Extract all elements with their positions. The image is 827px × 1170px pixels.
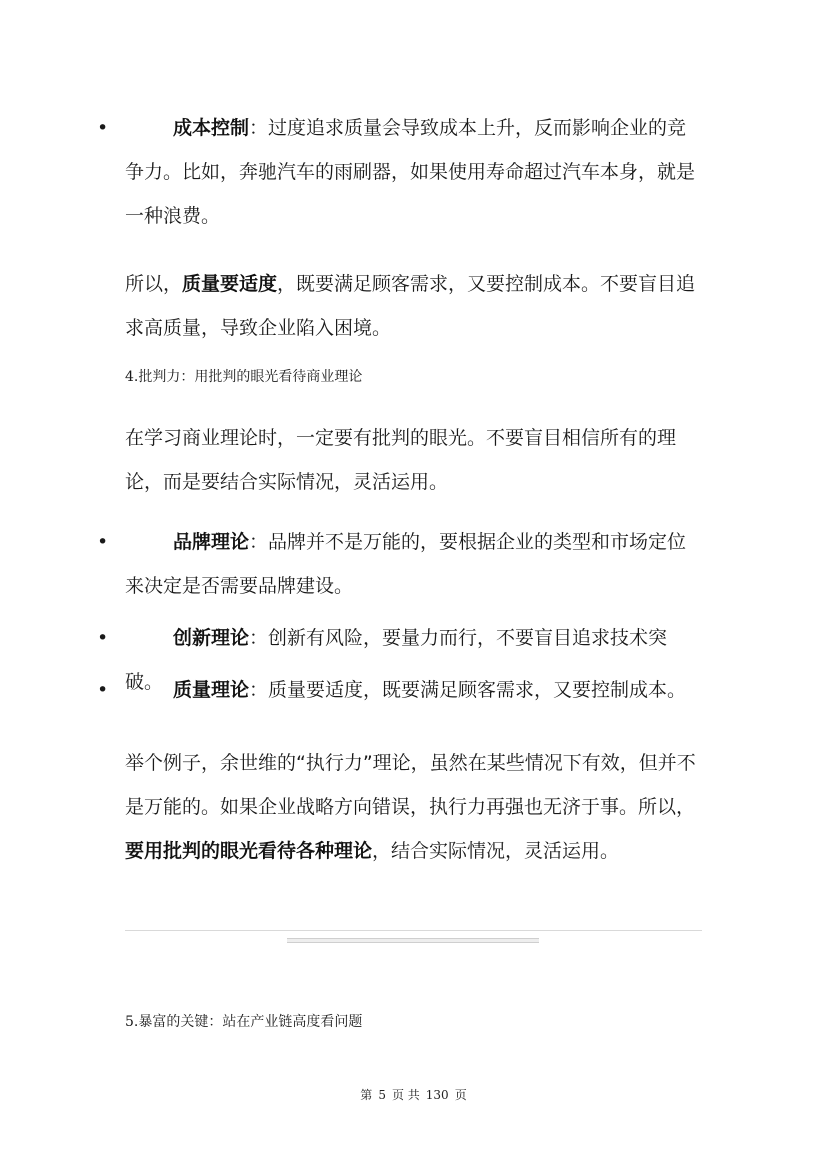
footer-middle: 页 共 (391, 1088, 420, 1102)
paragraph-critical-thinking: 在学习商业理论时，一定要有批判的眼光。不要盲目相信所有的理论，而是要结合实际情况，灵活运用。 (125, 427, 677, 493)
bullet-term: 创新理论 (173, 627, 250, 649)
bullet-body: ：质量要适度，既要满足顾客需求，又要控制成本。 (249, 679, 687, 701)
bullet-text (125, 668, 705, 712)
section-heading-5: 5.暴富的关键：站在产业链高度看问题 (125, 1014, 363, 1030)
page-footer (0, 1086, 827, 1103)
paragraph-quality-moderation (125, 262, 705, 350)
paragraph-execution-example (125, 741, 705, 873)
footer-suffix: 页 (454, 1088, 467, 1102)
para-text: ，既要满足顾客需求，又要控制成本。不要盲目追求高质量，导致企业陷入困境。 (125, 273, 696, 339)
para-text: 所以， (125, 273, 183, 295)
bullet-dot: • (97, 531, 109, 553)
bullet-dot: • (97, 679, 109, 701)
bullet-term: 质量理论 (173, 679, 250, 701)
footer-page-number: 5 (378, 1088, 386, 1102)
para-emphasis: 质量要适度 (182, 273, 278, 295)
bullet-text (125, 520, 705, 608)
horizontal-rule (125, 930, 702, 931)
divider-ornament (287, 938, 539, 943)
bullet-term: 品牌理论 (173, 531, 250, 553)
footer-total-pages: 130 (425, 1088, 449, 1102)
section-heading-4: 4.批判力：用批判的眼光看待商业理论 (125, 369, 363, 385)
bullet-body: ：品牌并不是万能的，要根据企业的类型和市场定位来决定是否需要品牌建设。 (125, 531, 687, 597)
bullet-term: 成本控制 (173, 117, 250, 139)
bullet-body: ：创新有风险，要量力而行，不要盲目追求技术突破。 (125, 627, 668, 693)
bullet-dot: • (97, 627, 109, 649)
footer-prefix: 第 (360, 1088, 373, 1102)
bullet-dot: • (97, 117, 109, 139)
bullet-text (125, 106, 705, 238)
para-text: ，结合实际情况，灵活运用。 (372, 840, 620, 862)
para-emphasis: 要用批判的眼光看待各种理论 (125, 840, 373, 862)
bullet-body: ：过度追求质量会导致成本上升，反而影响企业的竞争力。比如，奔驰汽车的雨刷器，如果使用寿命超过汽车本身，就是一种浪费。 (125, 117, 696, 227)
para-text: 举个例子，余世维的“执行力”理论，虽然在某些情况下有效，但并不是万能的。如果企业战略方向错误，执行力再强也无济于事。所以， (125, 752, 696, 818)
